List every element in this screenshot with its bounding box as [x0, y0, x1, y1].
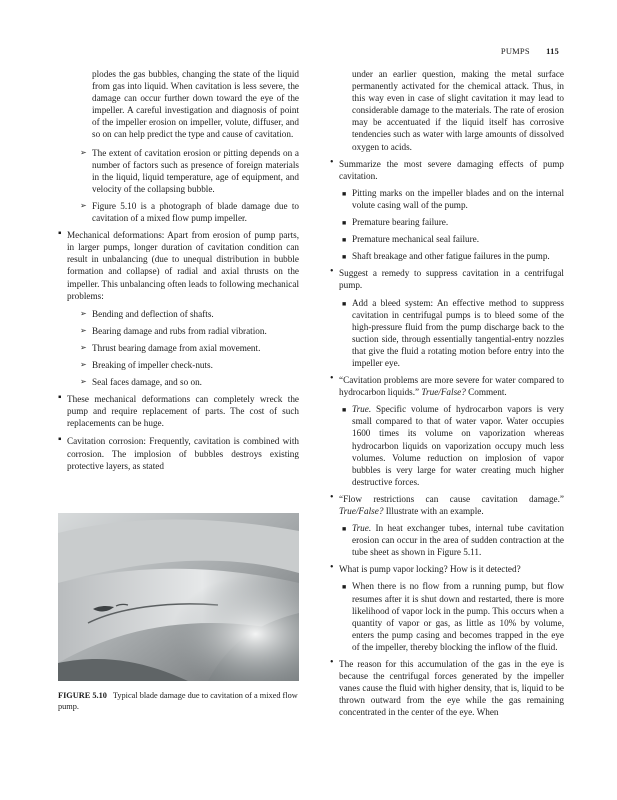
- bullet-cavitation-corrosion: ▪ Cavitation corrosion: Frequently, cavitation is combined with corrosion. The implosion of bubbles destroys existing protective layers, as stated: [58, 434, 299, 471]
- round-bullet-icon: •: [330, 657, 334, 669]
- answer-item: ■ Pitting marks on the impeller blades and on the internal volute casing wall of the pump.: [342, 187, 564, 210]
- square-bullet-icon: ■: [342, 253, 347, 262]
- arrow-bullet-icon: ➢: [80, 147, 87, 157]
- round-bullet-icon: •: [330, 373, 334, 385]
- arrow-bullet-icon: ➢: [80, 377, 87, 387]
- arrow-bullet-icon: ➢: [80, 200, 87, 210]
- right-intro-paragraph: under an earlier question, making the metal surface permanently activated for the chemical attack. Thus, in this way even in case of slight cavitation it may lead to considerable damage to the materials. The rate of erosion may be accentuated if the liquid itself has corrosive tendencies such as water with large amounts of dissolved oxygen to acids.: [352, 69, 564, 152]
- right-column: [330, 68, 564, 724]
- square-bullet-icon: ■: [342, 525, 347, 534]
- round-bullet-icon: •: [330, 562, 334, 574]
- square-bullet-icon: ■: [342, 236, 347, 245]
- question-flow-restrictions: • “Flow restrictions can cause cavitation damage.” True/False? Illustrate with an example.: [330, 491, 564, 516]
- square-bullet-icon: ▪: [58, 434, 62, 446]
- blade-damage-photo-icon: [58, 513, 299, 681]
- paragraph-gas-accumulation: • The reason for this accumulation of the gas in the eye is because the centrifugal forces generated by the impeller vanes cause the fluid with higher density, that is, liquid to be thrown outward from the eye while the gas remaining concentrated in the center of the eye. When: [330, 657, 564, 718]
- arrow-item: ➢ Breaking of impeller check-nuts.: [80, 359, 213, 370]
- square-bullet-icon: ■: [342, 189, 347, 198]
- round-bullet-icon: •: [330, 266, 334, 278]
- arrow-bullet-icon: ➢: [80, 342, 87, 352]
- answer-item: ■ When there is no flow from a running pump, but flow resumes after it is shut down and restarted, there is more likelihood of vapor lock in the pump. This occurs when a quantity of vapor or gas, as little as 10% by volume, enters the pump casing and becomes trapped in the eye of the impeller, thereby blocking the inflow of the fluid.: [342, 581, 564, 652]
- running-head-title: PUMPS: [500, 46, 530, 56]
- figure-label: FIGURE 5.10: [58, 691, 107, 700]
- square-bullet-icon: ■: [342, 583, 347, 592]
- answer-item: ■ True. Specific volume of hydrocarbon vapors is very small compared to that of water vapor. Water occupies 1600 times its volume on vaporization whereas hydrocarbon liquids on vaporization occupy much less volumes. Volume reduction on implosion of vapor bubbles is very large for water creating much higher destructive forces.: [342, 404, 565, 487]
- figure-caption: [58, 690, 299, 712]
- arrow-item: ➢ Thrust bearing damage from axial movement.: [80, 342, 261, 353]
- running-head: [501, 46, 559, 56]
- answer-item: ■ Add a bleed system: An effective method to suppress cavitation in centrifugal pumps is to bleed some of the high-pressure fluid from the pump discharge back to the suction side, through essentially tangential-entry nozzles that give the fluid a rotating motion before entry into the impeller eye.: [342, 297, 564, 368]
- arrow-item: ➢ Bearing damage and rubs from radial vibration.: [80, 325, 267, 336]
- round-bullet-icon: •: [330, 491, 334, 503]
- arrow-bullet-icon: ➢: [80, 308, 87, 318]
- arrow-item: ➢ The extent of cavitation erosion or pitting depends on a number of factors such as presence of foreign materials in the liquid, liquid temperature, age of equipment, and velocity of the collapsing bubble.: [80, 147, 299, 194]
- figure-caption-text: Typical blade damage due to cavitation of a mixed flow pump.: [58, 691, 298, 711]
- answer-item: ■ Shaft breakage and other fatigue failures in the pump.: [330, 250, 564, 262]
- question-vapor-locking: • What is pump vapor locking? How is it detected?: [330, 562, 521, 575]
- bullet-mechanical-deformations: ▪ Mechanical deformations: Apart from erosion of pump parts, in larger pumps, longer duration of cavitation condition can result in unbalancing (due to unequal distribution in bubble formation and collapse) of radial and axial thrusts on the impeller. This unbalancing often leads to following mechanical problems:: [58, 228, 300, 301]
- arrow-item: ➢ Seal faces damage, and so on.: [80, 377, 202, 388]
- question-cavitation-effects: • Summarize the most severe damaging effects of pump cavitation.: [330, 156, 564, 181]
- square-bullet-icon: ▪: [58, 228, 62, 240]
- square-bullet-icon: ▪: [58, 392, 62, 404]
- figure-5-10-photo: [58, 513, 299, 681]
- square-bullet-icon: ■: [342, 299, 347, 308]
- page-number: 115: [546, 46, 559, 56]
- arrow-bullet-icon: ➢: [80, 325, 87, 335]
- square-bullet-icon: ■: [342, 219, 347, 228]
- left-column: [58, 68, 299, 478]
- round-bullet-icon: •: [330, 156, 334, 168]
- arrow-item: ➢ Bending and deflection of shafts.: [80, 308, 214, 319]
- question-water-vs-hydrocarbon: • “Cavitation problems are more severe for water compared to hydrocarbon liquids.” True/False? Comment.: [330, 373, 564, 398]
- answer-item: ■ True. In heat exchanger tubes, internal tube cavitation erosion can occur in the area of sudden contraction at the tube sheet as shown in Figure 5.11.: [342, 523, 565, 558]
- answer-item: ■ Premature bearing failure.: [330, 216, 564, 228]
- answer-item: ■ Premature mechanical seal failure.: [330, 233, 564, 245]
- left-intro-paragraph: plodes the gas bubbles, changing the state of the liquid from gas into liquid. When cavitation is less severe, the damage can occur further down toward the eye of the impeller. A careful investigation and diagnosis of point of the impeller erosion on impeller, volute, diffuser, and so on can help predict the type and cause of cavitation.: [92, 69, 299, 140]
- arrow-bullet-icon: ➢: [80, 359, 87, 369]
- square-bullet-icon: ■: [342, 406, 347, 415]
- question-cavitation-remedy: • Suggest a remedy to suppress cavitation in a centrifugal pump.: [330, 266, 564, 291]
- arrow-item: ➢ Figure 5.10 is a photograph of blade damage due to cavitation of a mixed flow pump impeller.: [80, 200, 299, 224]
- bullet-deformations-cost: ▪ These mechanical deformations can completely wreck the pump and require replacement of parts. The cost of such replacements can be huge.: [58, 392, 299, 429]
